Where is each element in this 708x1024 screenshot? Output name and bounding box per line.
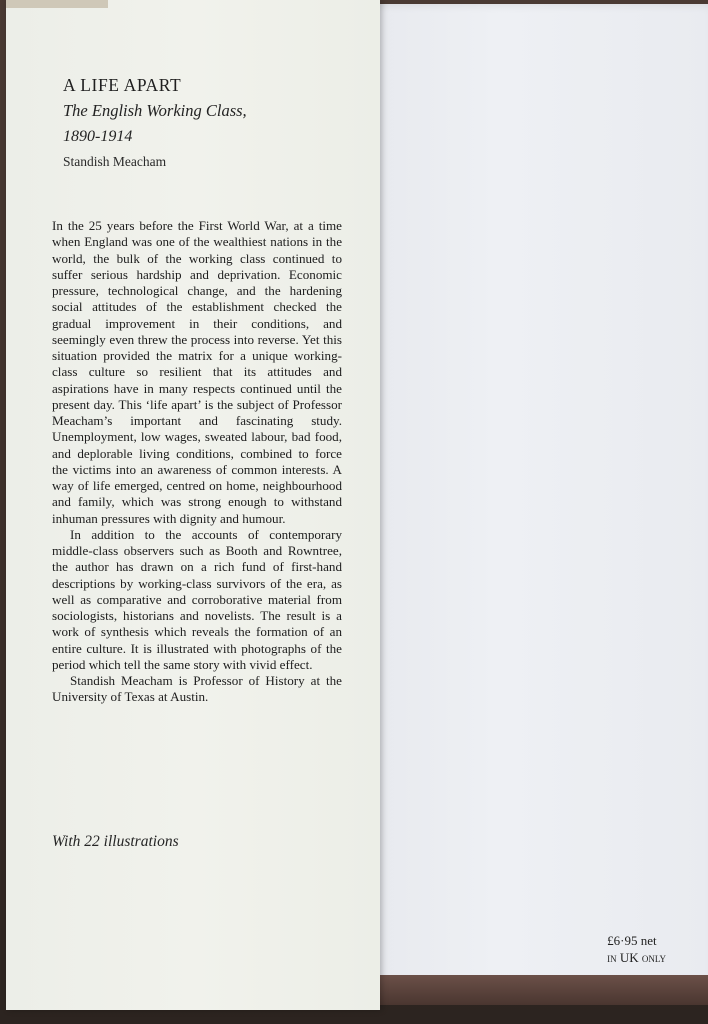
blurb-paragraph-1: In the 25 years before the First World War, at a time when England was one of the wealthiest nations in the world, the bulk of the working class continued to suffer serious hardship and deprivation. Economic pressure, technological change, and the hardening social attitudes of the establishment checked the gradual improvement in their conditions, and seemingly even threw the process into reverse. Yet this situation provided the matrix for a unique working-class culture so resilient that its attitudes and aspirations have in many respects continued until the present day. This ‘life apart’ is the subject of Professor Meacham’s important and fascinating study. Unemployment, low wages, sweated labour, bad food, and deplorable living conditions, combined to force the victims into an awareness of common interests. A way of life emerged, centred on home, neighbourhood and family, which was strong enough to withstand inhuman pressures with dignity and humour. <box>52 218 342 526</box>
price-block <box>607 933 666 966</box>
flap-fold-edge <box>6 0 108 8</box>
book-author: Standish Meacham <box>63 154 167 169</box>
region-line: in UK only <box>607 949 666 965</box>
book-title: A LIFE APART <box>63 75 182 95</box>
cover-edge <box>380 975 708 1005</box>
book-subtitle: The English Working Class, <box>63 101 247 120</box>
blurb-paragraph-3: Standish Meacham is Professor of History at the University of Texas at Austin. <box>52 673 342 705</box>
illustrations-note: With 22 illustrations <box>52 833 179 850</box>
blurb-paragraph-2: In addition to the accounts of contemporary middle-class observers such as Booth and Rowntree, the author has drawn on a rich fund of first-hand descriptions by working-class survivors of the era, as well as comparative and corroborative material from sociologists, historians and novelists. The result is a work of synthesis which reveals the formation of an entire culture. It is illustrated with photographs of the period which tell the same story with vivid effect. <box>52 526 342 672</box>
book-years: 1890-1914 <box>63 128 133 145</box>
flap-blurb <box>52 218 342 706</box>
price-line: £6·95 net <box>607 933 657 948</box>
endpaper-page <box>360 4 708 982</box>
